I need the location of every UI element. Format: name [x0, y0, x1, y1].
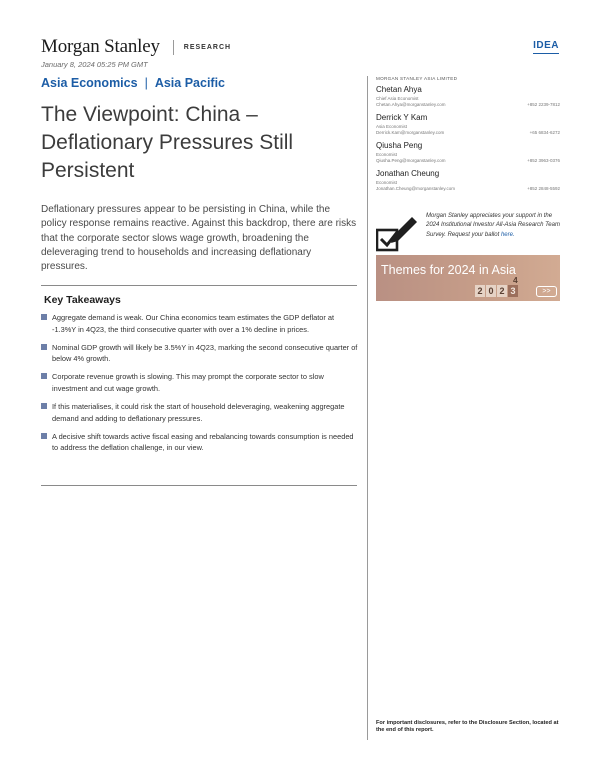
banner-forward-button[interactable]: >>: [536, 286, 557, 297]
year-digit: 0: [486, 285, 496, 297]
section-divider-bottom: [41, 485, 357, 486]
survey-notice: [376, 212, 560, 252]
publish-date: January 8, 2024 05:25 PM GMT: [41, 60, 148, 69]
disclosure-note: For important disclosures, refer to the Disclosure Section, located at the end of this report.: [376, 720, 559, 734]
analyst-email[interactable]: Chetan.Ahya@morganstanley.com: [376, 102, 446, 107]
analyst-name: Chetan Ahya: [376, 85, 422, 94]
themes-banner[interactable]: [376, 255, 560, 301]
takeaway-text: If this materialises, it could risk the start of household deleveraging, weakening aggregate demand and adding to deflationary pressures.: [52, 402, 345, 423]
banner-year-digits: [475, 285, 519, 297]
analyst-phone: +852 2848-5592: [527, 186, 560, 191]
analyst-role: Asia Economist: [376, 124, 408, 129]
region-secondary[interactable]: Asia Pacific: [154, 76, 226, 90]
list-item: [41, 431, 359, 454]
brand-subtitle: RESEARCH: [183, 43, 232, 51]
analyst-card: [376, 85, 560, 108]
analyst-role: Economist: [376, 152, 398, 157]
analyst-phone: +65 6834-6272: [529, 130, 560, 135]
analyst-role: Chief Asia Economist: [376, 96, 419, 101]
analyst-name: Jonathan Cheung: [376, 169, 440, 178]
survey-message: [426, 212, 560, 240]
brand-header: [41, 36, 231, 58]
analyst-card: [376, 141, 560, 164]
analyst-card: [376, 169, 560, 192]
analyst-role: Economist: [376, 180, 398, 185]
brand-divider: [173, 40, 174, 55]
takeaway-text: Aggregate demand is weak. Our China economics team estimates the GDP deflator at -1.3%Y in 4Q23, the third consecutive quarter with over a 1% decline in prices.: [52, 313, 335, 334]
takeaway-text: Nominal GDP growth will likely be 3.5%Y in 4Q23, marking the second consecutive quarter of below 4% growth.: [52, 342, 358, 364]
entity-label: MORGAN STANLEY ASIA LIMITED: [376, 76, 458, 81]
analyst-email[interactable]: Jonathan.Cheung@morganstanley.com: [376, 186, 456, 191]
report-summary: Deflationary pressures appear to be persisting in China, while the policy response remains reactive. Against this backdrop, there are risks that the corporate sector slows wage growth, broadening the deleveraging trend to households and increasing deflationary pressures.: [41, 204, 357, 273]
section-divider-top: [41, 285, 357, 286]
idea-tag: IDEA: [533, 40, 559, 51]
banner-new-digit: 4: [513, 275, 518, 285]
key-takeaways-heading: Key Takeaways: [44, 294, 121, 306]
analyst-phone: +852 3963-0376: [527, 158, 560, 163]
bullet-icon: [41, 373, 47, 379]
analyst-name: Derrick Y Kam: [376, 113, 428, 122]
column-divider: [367, 76, 368, 740]
list-item: [41, 312, 359, 335]
year-digit: 2: [475, 285, 485, 297]
report-title: The Viewpoint: China – Deflationary Pressures Still Persistent: [41, 103, 294, 182]
year-digit: 2: [497, 285, 507, 297]
year-digit: 3: [508, 285, 518, 297]
analyst-name: Qiusha Peng: [376, 141, 423, 150]
region-breadcrumb: [41, 76, 225, 90]
region-primary[interactable]: Asia Economics: [41, 76, 138, 90]
bullet-icon: [41, 314, 47, 320]
analyst-phone: +852 2239-7812: [527, 102, 560, 107]
region-separator: |: [144, 76, 148, 90]
survey-text: Morgan Stanley appreciates your support in the 2024 Institutional Investor All-Asia Research Team Survey. Request your ballot: [426, 213, 560, 238]
analyst-email[interactable]: Qiusha.Peng@morganstanley.com: [376, 158, 446, 163]
analyst-list: [376, 85, 560, 197]
takeaway-text: A decisive shift towards active fiscal easing and rebalancing towards consumption is needed to address the deflation challenge, in our view.: [52, 431, 354, 453]
banner-title: Themes for 2024 in Asia: [381, 263, 516, 277]
list-item: [41, 371, 359, 394]
survey-ballot-link[interactable]: here.: [500, 231, 515, 238]
takeaway-text: Corporate revenue growth is slowing. This may prompt the corporate sector to slow investment and cut wage growth.: [52, 372, 324, 393]
ballot-checkmark-icon: [376, 214, 418, 252]
analyst-email[interactable]: Derrick.Kam@morganstanley.com: [376, 130, 445, 135]
list-item: [41, 401, 359, 424]
bullet-icon: [41, 403, 47, 409]
idea-tag-underline: [533, 53, 559, 54]
analyst-card: [376, 113, 560, 136]
bullet-icon: [41, 344, 47, 350]
brand-logo: Morgan Stanley: [41, 36, 160, 57]
key-takeaways-list: [41, 312, 359, 460]
list-item: [41, 342, 359, 365]
bullet-icon: [41, 433, 47, 439]
